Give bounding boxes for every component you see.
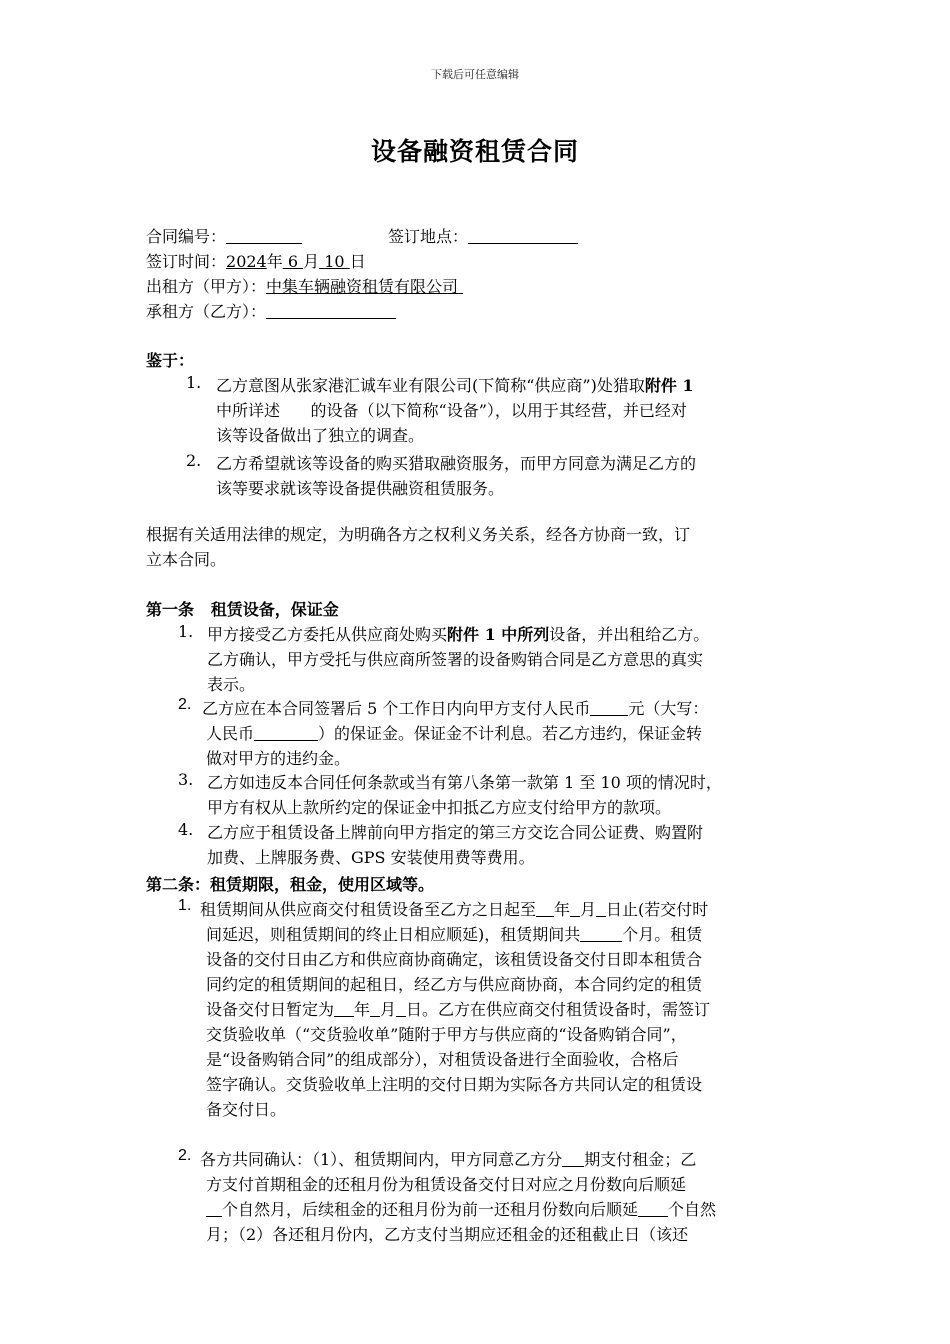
article-1-item-4: 4. 乙方应于租赁设备上牌前向甲方指定的第三方交讫合同公证费、购置附 加费、上牌服务费、GPS 安装使用费等费用。 bbox=[178, 820, 704, 867]
list-number: 3. bbox=[178, 770, 194, 789]
sign-time-label: 签订时间： bbox=[146, 252, 227, 271]
article-2-heading: 第二条：租赁期限，租金，使用区域等。 bbox=[146, 875, 435, 894]
article-2-item-2: 2. 各方共同确认：（1）、租赁期间内，甲方同意乙方分 期支付租金；乙 方支付首期租金的还租月份为租赁设备交付日对应之月份数向后顺延 个自然月，后续租金的还租月份为前一还租月份数向后顺延 个自然 月；（2）各还租月份内，乙方支付当期应还租金的还租截止日（该还 bbox=[178, 1147, 717, 1244]
article-1-item-2: 2. 乙方应在本合同签署后 5 个工作日内向甲方支付人民币 元（大写： 人民币 ）的保证金。保证金不计利息。若乙方违约，保证金转 做对甲方的违约金。 bbox=[178, 696, 709, 768]
lessee-row bbox=[146, 299, 811, 324]
article-1-item-1: 1. 甲方接受乙方委托从供应商处购买附件 1 中所列设备，并出租给乙方。 乙方确认，甲方受托与供应商所签署的设备购销合同是乙方意思的真实 表示。 bbox=[178, 622, 710, 694]
sign-month: 6 bbox=[287, 252, 299, 271]
whereas-heading: 鉴于： bbox=[146, 351, 195, 370]
list-number: 1. bbox=[178, 897, 192, 914]
contract-no-label: 合同编号： bbox=[146, 227, 227, 246]
month-unit: 月 bbox=[303, 252, 320, 271]
lessor-name: 中集车辆融资租赁有限公司 bbox=[266, 277, 459, 296]
list-number: 1. bbox=[186, 373, 202, 392]
header-note: 下载后可任意编辑 bbox=[431, 68, 519, 81]
day-unit: 日 bbox=[349, 252, 366, 271]
contract-meta bbox=[146, 224, 811, 324]
document-title: 设备融资租赁合同 bbox=[370, 137, 579, 166]
sign-day: 10 bbox=[324, 252, 345, 271]
preamble: 根据有关适用法律的规定，为明确各方之权利义务关系，经各方协商一致，订 立本合同。 bbox=[146, 525, 691, 569]
year-unit: 年 bbox=[266, 252, 283, 271]
article-2 bbox=[146, 872, 811, 1257]
whereas-item-1: 1. 乙方意图从张家港汇诚车业有限公司(下简称“供应商”)处猎取附件 1 中所详述 的设备（以下简称“设备”），以用于其经营，并已经对 该等设备做出了独立的调查。 bbox=[186, 373, 694, 445]
list-number: 4. bbox=[178, 820, 194, 839]
lessee-blank bbox=[266, 300, 396, 319]
article-1 bbox=[146, 597, 811, 870]
list-number: 1. bbox=[178, 622, 194, 641]
contract-no-row bbox=[146, 224, 811, 249]
article-1-heading: 第一条 租赁设备，保证金 bbox=[146, 600, 339, 619]
whereas-item-2: 2. 乙方希望就该等设备的购买猎取融资服务，而甲方同意为满足乙方的 该等要求就该等设备提供融资租赁服务。 bbox=[186, 451, 697, 498]
sign-place-blank bbox=[468, 225, 578, 244]
list-number: 2. bbox=[186, 451, 202, 470]
lessee-label: 承租方（乙方）： bbox=[146, 302, 267, 321]
article-1-item-3: 3. 乙方如违反本合同任何条款或当有第八条第一款第 1 至 10 项的情况时， 甲方有权从上款所约定的保证金中扣抵乙方应支付给甲方的款项。 bbox=[178, 770, 722, 817]
sign-time-row bbox=[146, 249, 811, 274]
sign-place-label: 签订地点： bbox=[388, 227, 469, 246]
contract-no-blank bbox=[226, 225, 302, 244]
list-number: 2. bbox=[178, 1147, 192, 1164]
whereas-section bbox=[146, 348, 811, 503]
lessor-label: 出租方（甲方）： bbox=[146, 277, 267, 296]
sign-year: 2024 bbox=[226, 252, 267, 271]
article-2-item-1: 1. 租赁期间从供应商交付租赁设备至乙方之日起至 年 月 日止(若交付时 间延迟，则租赁期间的终止日相应顺延)，租赁期间共 个月。租赁 设备的交付日由乙方和供应商协商确定，该租赁设备交付日即本租赁合 同约定的租赁期间的起租日，经乙方与供应商协商，本合同约定的租赁 设备交付日暂定为 年 月 日。乙方在供应商交付租赁设备时，需签订 交货验收单（“交货验收单”随附于甲方与供应商的“设备购销合同”， 是“设备购销合同”的组成部分），对租赁设备进行全面验收，合格后 签字确认。交货验收单上注明的交付日期为实际各方共同认定的租赁设 备交付日。 bbox=[178, 897, 711, 1119]
list-number: 2. bbox=[178, 696, 192, 713]
lessor-row bbox=[146, 274, 811, 299]
